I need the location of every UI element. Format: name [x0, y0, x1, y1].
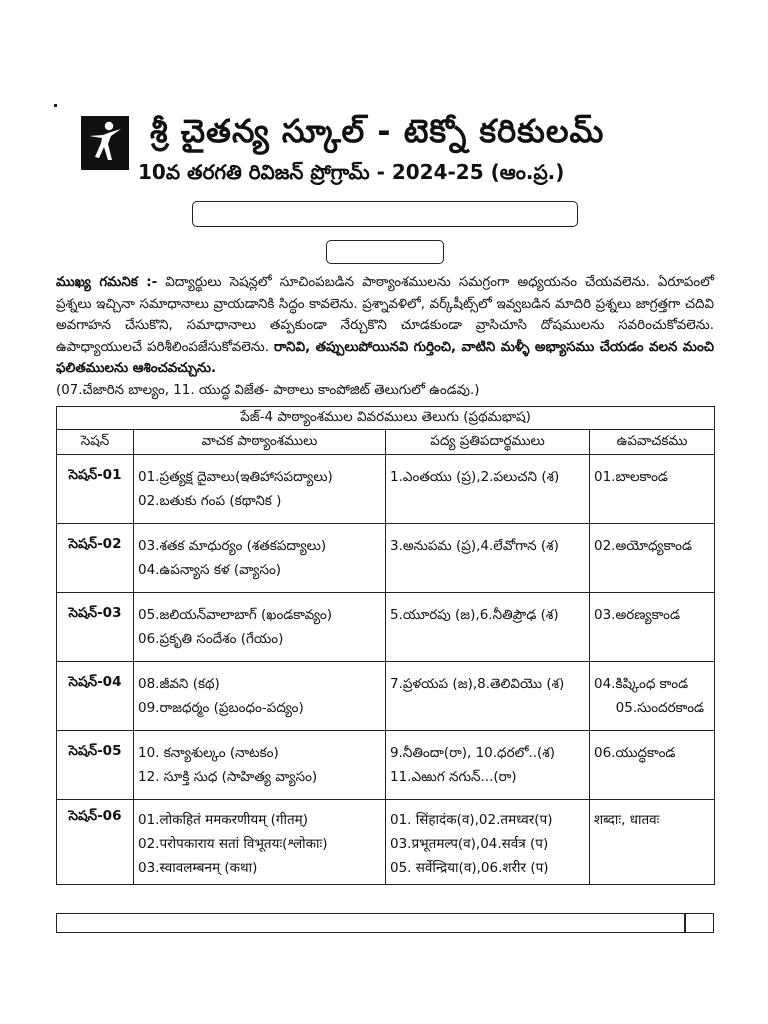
- table-row: [57, 662, 715, 731]
- reading-line: 08.జీవని (కథ): [138, 676, 220, 692]
- header-reading: వాచక పాఠ్యాంశములు: [134, 430, 386, 455]
- poems-line: 11.ఎఱుగ నగున్...(రా): [390, 769, 517, 785]
- reading-line: 02.परोपकाराय सतां विभूतयः(श्लोकाः): [138, 836, 328, 852]
- note-label: ముఖ్య గమనిక :-: [56, 275, 158, 290]
- supplementary-line: 03.అరణ్యకాండ: [594, 607, 680, 623]
- poems-line: 3.అనుపమ (ప్ర),4.లేవోగాన (శ): [390, 538, 559, 554]
- supplementary-cell: [590, 455, 715, 524]
- poems-line: 7.ప్రళయప (జ),8.తెలివియొ (శ): [390, 676, 565, 692]
- reading-line: 03.శతక మాధుర్యం (శతకపద్యాలు): [138, 538, 327, 554]
- reading-line: 12. సూక్తి సుధ (సాహిత్య వ్యాసం): [138, 769, 318, 785]
- syllabus-table: [56, 406, 715, 885]
- poems-cell: [386, 731, 590, 800]
- supplementary-cell: [590, 593, 715, 662]
- note-paragraph: [56, 272, 714, 380]
- reading-line: 01.ప్రత్యక్ష దైవాలు(ఇతిహాసపద్యాలు): [138, 469, 333, 485]
- header-poems: పద్య ప్రతిపదార్థములు: [386, 430, 590, 455]
- table-row: [57, 524, 715, 593]
- table-row: [57, 731, 715, 800]
- table-row: [57, 455, 715, 524]
- reading-cell: [134, 455, 386, 524]
- supplementary-cell: [590, 662, 715, 731]
- reading-cell: [134, 662, 386, 731]
- supplementary-cell: [590, 800, 715, 885]
- supplementary-line: 02.అయోధ్యకాండ: [594, 538, 692, 554]
- reading-cell: [134, 800, 386, 885]
- reading-cell: [134, 731, 386, 800]
- reading-cell: [134, 524, 386, 593]
- poems-line: 1.ఎంతయు (ప్ర),2.పలుచని (శ): [390, 469, 560, 485]
- school-title: శ్రీ చైతన్య స్కూల్ - టెక్నో కరికులమ్: [150, 112, 605, 150]
- session-cell: సెషన్-05: [57, 731, 134, 800]
- poems-line: 05. सर्वेन्द्रिया(व),06.शरीर (प): [390, 860, 549, 876]
- poems-line: 9.నీతిందా(రా), 10.ధరలో..(శ): [390, 745, 556, 761]
- session-cell: సెషన్-04: [57, 662, 134, 731]
- reading-cell: [134, 593, 386, 662]
- supplementary-cell: [590, 731, 715, 800]
- supplementary-line: 01.బాలకాండ: [594, 469, 668, 485]
- session-cell: సెషన్-01: [57, 455, 134, 524]
- table-row: [57, 800, 715, 885]
- session-cell: సెషన్-03: [57, 593, 134, 662]
- reading-line: 05.జలియన్‌వాలాబాగ్ (ఖండకావ్యం): [138, 607, 333, 623]
- reading-line: 04.ఉపన్యాస కళ (వ్యాసం): [138, 562, 282, 578]
- poems-cell: [386, 800, 590, 885]
- poems-line: 03.प्रभूतमल्प(व),04.सर्वत्र (प): [390, 836, 549, 852]
- reading-line: 02.బతుకు గంప (కథానిక ): [138, 493, 282, 509]
- poems-cell: [386, 455, 590, 524]
- supplementary-line: 06.యుద్ధకాండ: [594, 745, 676, 761]
- note-body: విద్యార్థులు సెషన్లలో సూచింపబడిన పాఠ్యాంశములను సమగ్రంగా అధ్యయనం చేయవలెను. ఏరూపంలో ప్రశ్నలు ఇచ్చినా సమాధానాలు వ్రాయడానికి సిద్ధం కావలెను. ప్రశ్నావళిలో, వర్క్‌షీట్స్‌లో ఇవ్వబడిన మాదిరి ప్రశ్నలు జాగ్రత్తగా చదివి అవగాహన చేసుకొని, సమాధానాలు తప్పకుండా నేర్చుకొని చూడకుండా వ్రాసిచూసి దోషములను సవరించుకోవలెను. ఉపాధ్యాయులచే పరిశీలింపజేసుకోవలెను.: [56, 275, 714, 355]
- poems-line: 5.యూరపు (జ),6.నీతిప్రౌఢ (శ): [390, 607, 559, 623]
- session-cell: సెషన్-06: [57, 800, 134, 885]
- important-note: [56, 272, 714, 401]
- supplementary-line: शब्दाः, धातवः: [594, 812, 660, 828]
- note-footnote: (07.చేజారిన బాల్యం, 11. యుద్ధ విజేత- పాఠాలు కాంపోజిట్ తెలుగులో ఉండవు.): [56, 382, 480, 398]
- school-logo: [81, 116, 129, 170]
- supplementary-cell: [590, 524, 715, 593]
- table-row: [57, 593, 715, 662]
- header-supplementary: ఉపవాచకము: [590, 430, 715, 455]
- poems-cell: [386, 593, 590, 662]
- session-cell: సెషన్-02: [57, 524, 134, 593]
- poems-cell: [386, 524, 590, 593]
- reading-line: 01.लोकहितं ममकरणीयम् (गीतम्): [138, 812, 309, 828]
- supplementary-line: 05.సుందరకాండ: [615, 700, 705, 716]
- header-session: సెషన్: [57, 430, 134, 455]
- poems-cell: [386, 662, 590, 731]
- footer-divider: [684, 913, 686, 932]
- supplementary-line: 04.కిష్కింధ కాండ: [594, 676, 689, 692]
- reading-line: 06.ప్రకృతి సందేశం (గేయం): [138, 631, 284, 647]
- table-caption: పేజ్-4 పాఠ్యాంశముల వివరములు తెలుగు (ప్రథమభాష): [57, 407, 715, 430]
- empty-label-box: [326, 240, 444, 264]
- note-bold-tail: రానివి, తప్పులుపోయినవి గుర్తించి, వాటిని మళ్ళీ అభ్యాసము చేయడం వలన మంచి ఫలితములను ఆశించవచ్చును.: [56, 339, 715, 376]
- reading-line: 10. కన్యాశుల్కం (నాటకం): [138, 745, 279, 761]
- stray-dot: [54, 104, 57, 107]
- program-subtitle: 10వ తరగతి రివిజన్ ప్రోగ్రామ్ - 2024-25 (ఆం.ప్ర.): [138, 160, 565, 184]
- reading-line: 09.రాజధర్మం (ప్రబంధం-పద్యం): [138, 700, 304, 716]
- footer-bar: [56, 913, 714, 933]
- reading-line: 03.स्वावलम्बनम् (कथा): [138, 860, 258, 876]
- poems-line: 01. सिंहादंक(व),02.तमध्वर(प): [390, 812, 553, 828]
- empty-banner-box: [192, 201, 578, 227]
